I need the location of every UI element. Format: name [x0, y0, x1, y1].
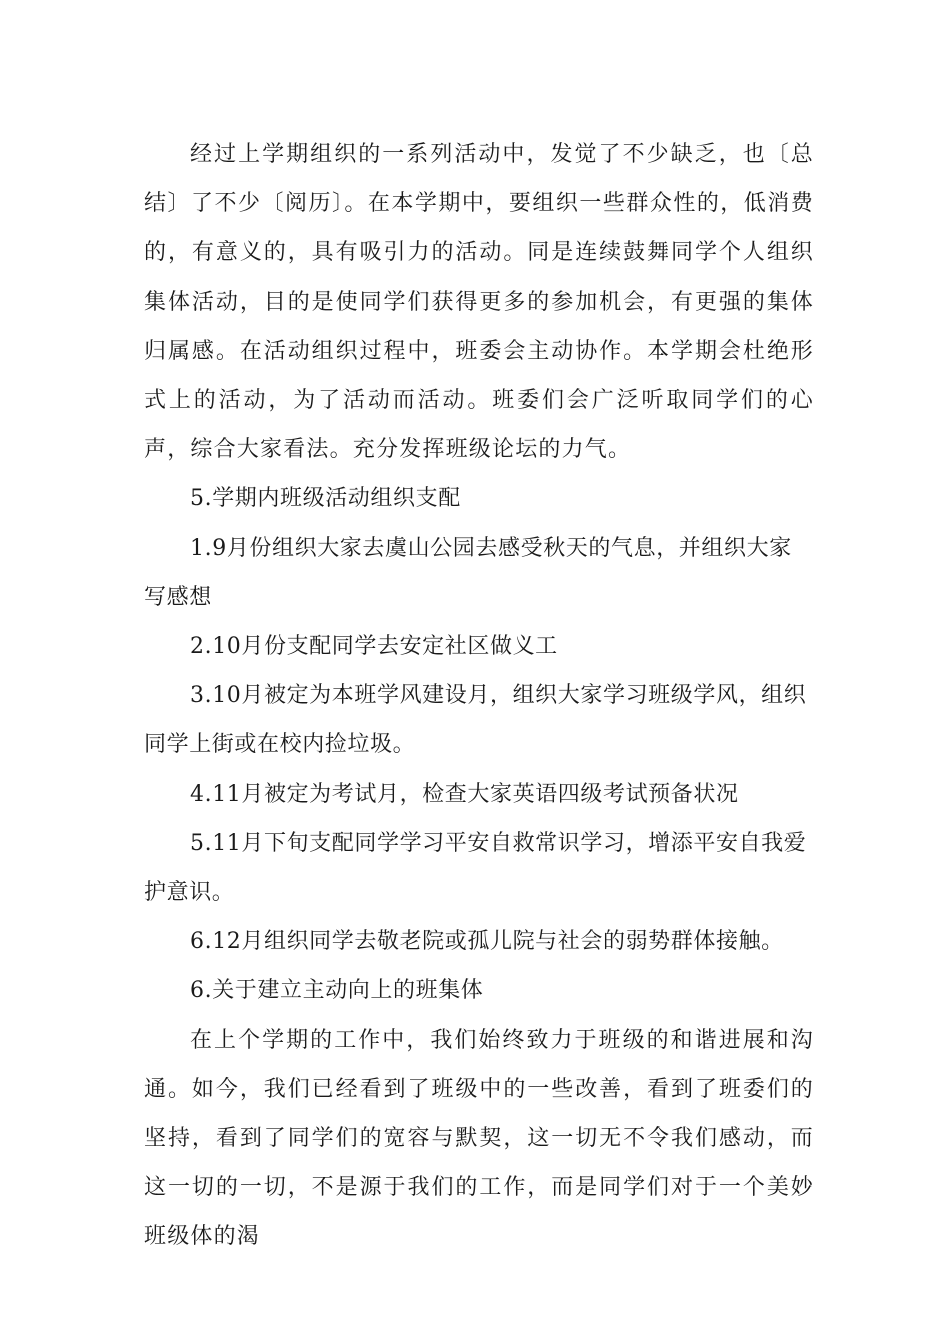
section-heading-activity-plan: 5.学期内班级活动组织支配: [190, 486, 461, 512]
list-item: 2.10月份支配同学去安定社区做义工: [190, 634, 558, 660]
paragraph-activities-summary: 经过上学期组织的一系列活动中，发觉了不少缺乏，也〔总结〕了不少〔阅历〕。在本学期中，要组织一些群众性的，低消费的，有意义的，具有吸引力的活动。同是连续鼓舞同学个人组织集体活动，目的是使同学们获得更多的参加机会，有更强的集体归属感。在活动组织过程中，班委会主动协作。本学期会杜绝形式上的活动，为了活动而活动。班委们会广泛听取同学们的心声，综合大家看法。充分发挥班级论坛的力气。: [144, 142, 814, 463]
document-body: [144, 130, 814, 1262]
list-item: 6.12月组织同学去敬老院或孤儿院与社会的弱势群体接触。: [190, 929, 784, 955]
paragraph-class-harmony: 在上个学期的工作中，我们始终致力于班级的和谐进展和沟通。如今，我们已经看到了班级中的一些改善，看到了班委们的坚持，看到了同学们的宽容与默契，这一切无不令我们感动，而这一切的一切，不是源于我们的工作，而是同学们对于一个美妙班级体的渴: [144, 1027, 814, 1250]
list-item: 5.11月下旬支配同学学习平安自救常识学习，增添平安自我爱护意识。: [144, 830, 807, 906]
list-item: 4.11月被定为考试月，检查大家英语四级考试预备状况: [190, 781, 739, 807]
list-item: 3.10月被定为本班学风建设月，组织大家学习班级学风，组织同学上街或在校内捡垃圾。: [144, 683, 807, 758]
list-item: 1.9月份组织大家去虞山公园去感受秋天的气息，并组织大家写感想: [144, 535, 792, 610]
section-heading-class-building: 6.关于建立主动向上的班集体: [190, 978, 484, 1004]
